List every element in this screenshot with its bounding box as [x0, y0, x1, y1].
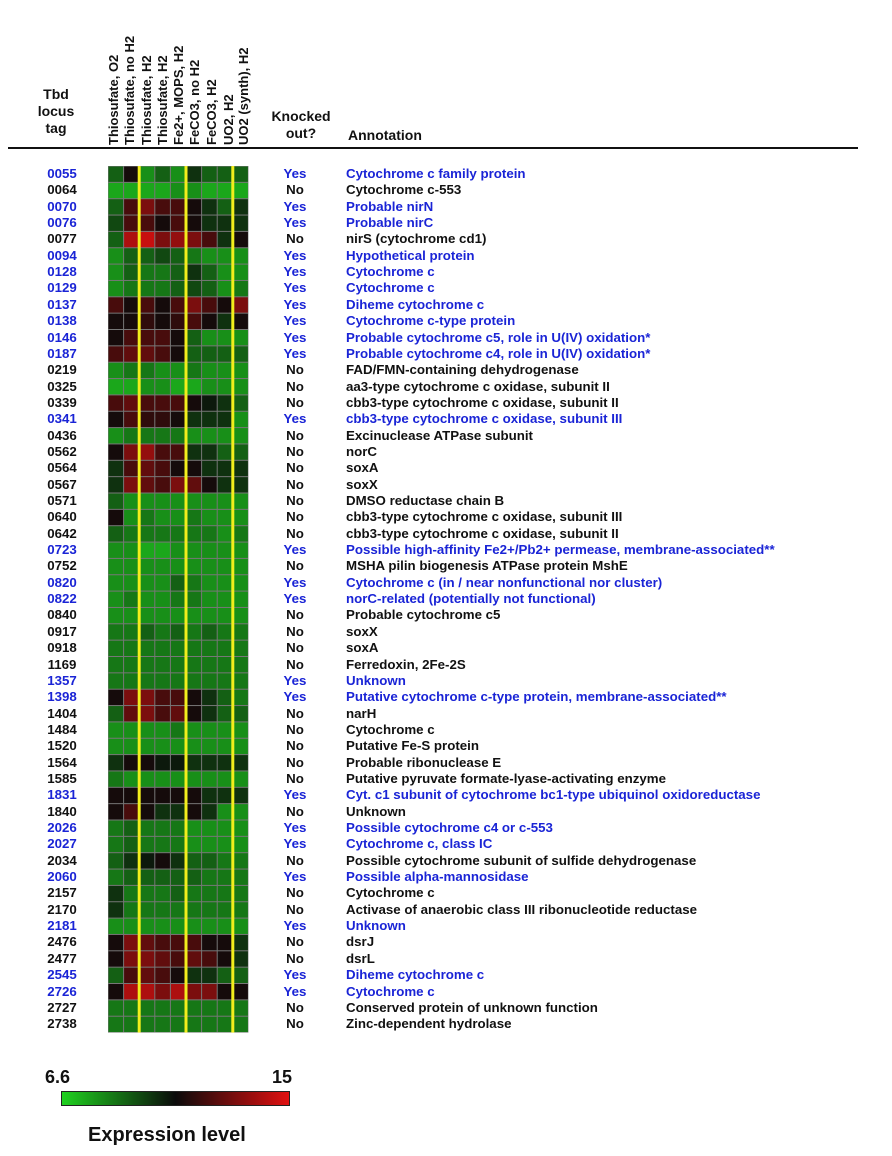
- locus-tag: 1831: [47, 787, 77, 803]
- knocked-out-value: No: [286, 885, 304, 901]
- knocked-out-value: Yes: [283, 215, 307, 231]
- locus-tag: 2170: [47, 901, 77, 917]
- locus-tag: 1840: [47, 803, 77, 819]
- locus-tag: 2476: [47, 934, 77, 950]
- gene-row: [0, 918, 892, 934]
- knocked-out-value: No: [286, 738, 304, 754]
- gene-row: [0, 755, 892, 771]
- locus-tag-header-line: Tbd: [43, 86, 69, 102]
- locus-tag: 0219: [47, 362, 77, 378]
- gene-row: [0, 706, 892, 722]
- colorbar-min-label: 6.6: [45, 1067, 71, 1087]
- annotation-text: Possible cytochrome subunit of sulfide dehydrogenase: [346, 852, 697, 868]
- gene-row: [0, 607, 892, 623]
- gene-row: [0, 428, 892, 444]
- annotation-text: Possible high-affinity Fe2+/Pb2+ permease, membrane-associated**: [346, 542, 775, 558]
- annotation-text: Cytochrome c, class IC: [346, 836, 493, 852]
- annotation-text: cbb3-type cytochrome c oxidase, subunit III: [346, 411, 623, 427]
- annotation-text: dsrL: [346, 950, 375, 966]
- knocked-out-value: Yes: [283, 264, 307, 280]
- condition-label-text: UO2 (synth), H2: [236, 47, 251, 145]
- gene-row: [0, 411, 892, 427]
- knocked-out-value: No: [286, 378, 304, 394]
- knocked-out-value: No: [286, 1016, 304, 1032]
- gene-row: [0, 526, 892, 542]
- gene-row: [0, 558, 892, 574]
- annotation-text: Probable nirN: [346, 198, 434, 214]
- annotation-text: Cyt. c1 subunit of cytochrome bc1-type ubiquinol oxidoreductase: [346, 787, 761, 803]
- locus-tag: 0094: [47, 247, 77, 263]
- annotation-text: Cytochrome c: [346, 885, 435, 901]
- gene-row: [0, 640, 892, 656]
- locus-tag: 0055: [47, 166, 77, 181]
- gene-row: [0, 591, 892, 607]
- annotation-text: Ferredoxin, 2Fe-2S: [346, 656, 466, 672]
- annotation-text: norC: [346, 443, 378, 459]
- gene-row: [0, 951, 892, 967]
- annotation-text: cbb3-type cytochrome c oxidase, subunit II: [346, 394, 619, 410]
- annotation-text: Unknown: [346, 918, 406, 934]
- locus-tag-header-line: locus: [37, 103, 75, 119]
- locus-tag: 2477: [47, 950, 77, 966]
- gene-row: [0, 248, 892, 264]
- locus-tag: 0567: [47, 476, 77, 492]
- gene-row: [0, 460, 892, 476]
- condition-label-text: Thiosufate, H2: [139, 55, 154, 145]
- gene-row: [0, 836, 892, 852]
- knocked-out-value: Yes: [283, 820, 307, 835]
- knocked-out-value: No: [286, 656, 304, 672]
- knocked-out-value: No: [286, 493, 304, 508]
- locus-tag: 2027: [47, 836, 77, 852]
- locus-tag: 1585: [47, 770, 77, 786]
- annotation-text: soxX: [346, 623, 378, 639]
- gene-row: [0, 967, 892, 983]
- gene-row: [0, 1000, 892, 1016]
- gene-row: [0, 395, 892, 411]
- locus-tag: 2726: [47, 983, 77, 999]
- knocked-out-value: Yes: [283, 591, 307, 607]
- gene-row: [0, 984, 892, 1000]
- knocked-out-value: No: [286, 182, 304, 198]
- gene-row: [0, 346, 892, 362]
- knocked-out-value: No: [286, 770, 304, 786]
- knocked-out-value: Yes: [283, 574, 307, 590]
- knocked-out-value: Yes: [283, 411, 307, 427]
- gene-row: [0, 771, 892, 787]
- annotation-text: Possible cytochrome c4 or c-553: [346, 820, 553, 835]
- annotation-text: Activase of anaerobic class III ribonucleotide reductase: [346, 901, 698, 917]
- knocked-out-value: No: [286, 803, 304, 819]
- knocked-out-value: No: [286, 934, 304, 950]
- condition-label-text: Thiosufate, O2: [106, 54, 121, 145]
- knocked-out-value: Yes: [283, 983, 307, 999]
- knocked-out-value: No: [286, 640, 304, 656]
- locus-tag: 0070: [47, 198, 77, 214]
- knocked-out-value: No: [286, 901, 304, 917]
- knocked-out-value: No: [286, 754, 304, 770]
- annotation-text: FAD/FMN-containing dehydrogenase: [346, 362, 579, 378]
- gene-row: [0, 330, 892, 346]
- annotation-text: Cytochrome c: [346, 721, 435, 737]
- knocked-out-value: No: [286, 705, 304, 721]
- colorbar: [61, 1091, 290, 1106]
- locus-tag-header-line: tag: [45, 120, 67, 136]
- locus-tag: 0436: [47, 427, 77, 443]
- annotation-text: Diheme cytochrome c: [346, 967, 485, 983]
- knocked-out-value: No: [286, 607, 304, 623]
- knocked-out-header-line: out?: [285, 125, 317, 141]
- annotation-text: Probable cytochrome c4, role in U(IV) oxidation*: [346, 345, 651, 361]
- locus-tag: 0820: [47, 574, 77, 590]
- condition-label-text: Fe2+, MOPS, H2: [171, 45, 186, 145]
- gene-row: [0, 722, 892, 738]
- knocked-out-value: Yes: [283, 689, 307, 705]
- locus-tag: 0064: [47, 182, 77, 198]
- locus-tag: 2545: [47, 967, 77, 983]
- locus-tag: 0187: [47, 345, 77, 361]
- gene-row: [0, 313, 892, 329]
- locus-tag: 0840: [47, 607, 77, 623]
- locus-tag: 0339: [47, 394, 77, 410]
- annotation-text: Cytochrome c: [346, 280, 435, 296]
- knocked-out-value: Yes: [283, 166, 307, 181]
- condition-label-text: FeCO3, no H2: [187, 59, 202, 145]
- locus-tag: 1169: [47, 656, 77, 672]
- annotation-text: DMSO reductase chain B: [346, 493, 505, 508]
- annotation-text: cbb3-type cytochrome c oxidase, subunit III: [346, 509, 623, 525]
- knocked-out-value: Yes: [283, 329, 307, 345]
- gene-row: [0, 902, 892, 918]
- gene-row: [0, 624, 892, 640]
- locus-tag: 1564: [47, 754, 77, 770]
- knocked-out-value: No: [286, 476, 304, 492]
- knocked-out-value: No: [286, 525, 304, 541]
- gene-row: [0, 362, 892, 378]
- knocked-out-value: Yes: [283, 918, 307, 934]
- gene-row: [0, 885, 892, 901]
- knocked-out-value: Yes: [283, 869, 307, 885]
- annotation-text: Possible alpha-mannosidase: [346, 869, 529, 885]
- annotation-text: Cytochrome c-type protein: [346, 313, 516, 329]
- annotation-text: Zinc-dependent hydrolase: [346, 1016, 512, 1032]
- gene-row: [0, 297, 892, 313]
- locus-tag: 0138: [47, 313, 77, 329]
- gene-row: [0, 542, 892, 558]
- condition-label-text: UO2, H2: [221, 94, 236, 145]
- annotation-text: narH: [346, 705, 377, 721]
- gene-row: [0, 673, 892, 689]
- locus-tag: 1357: [47, 672, 77, 688]
- locus-tag: 0129: [47, 280, 77, 296]
- gene-row: [0, 493, 892, 509]
- locus-tag: 0325: [47, 378, 77, 394]
- gene-row: [0, 738, 892, 754]
- annotation-text: Excinuclease ATPase subunit: [346, 427, 533, 443]
- colorbar-max-label: 15: [272, 1067, 293, 1087]
- locus-tag: 1404: [47, 705, 77, 721]
- locus-tag: 0918: [47, 640, 77, 656]
- annotation-text: Probable cytochrome c5, role in U(IV) oxidation*: [346, 329, 651, 345]
- knocked-out-value: Yes: [283, 280, 307, 296]
- locus-tag: 0562: [47, 443, 77, 459]
- annotation-text: cbb3-type cytochrome c oxidase, subunit II: [346, 525, 619, 541]
- knocked-out-value: No: [286, 623, 304, 639]
- annotation-text: nirS (cytochrome cd1): [346, 231, 487, 247]
- annotation-text: Cytochrome c family protein: [346, 166, 526, 181]
- annotation-text: soxA: [346, 460, 379, 476]
- annotation-text: Conserved protein of unknown function: [346, 999, 598, 1015]
- gene-row: [0, 820, 892, 836]
- gene-row: [0, 509, 892, 525]
- gene-row: [0, 689, 892, 705]
- annotation-text: norC-related (potentially not functional): [346, 591, 596, 607]
- locus-tag: 0723: [47, 542, 77, 558]
- annotation-text: Hypothetical protein: [346, 247, 475, 263]
- annotation-text: Diheme cytochrome c: [346, 296, 485, 312]
- gene-row: [0, 787, 892, 803]
- annotation-text: Cytochrome c: [346, 983, 435, 999]
- locus-tag: 1484: [47, 721, 77, 737]
- knocked-out-value: No: [286, 999, 304, 1015]
- condition-label-text: FeCO3, H2: [204, 79, 219, 145]
- locus-tag: 2738: [47, 1016, 77, 1032]
- gene-row: [0, 804, 892, 820]
- annotation-text: aa3-type cytochrome c oxidase, subunit II: [346, 378, 610, 394]
- locus-tag: 2026: [47, 820, 77, 835]
- locus-tag: 1398: [47, 689, 77, 705]
- locus-tag: 0571: [47, 493, 77, 508]
- colorbar-title: Expression level: [88, 1124, 246, 1146]
- knocked-out-value: No: [286, 231, 304, 247]
- knocked-out-value: No: [286, 394, 304, 410]
- annotation-text: Unknown: [346, 803, 406, 819]
- knocked-out-value: Yes: [283, 672, 307, 688]
- annotation-text: Cytochrome c-553: [346, 182, 462, 198]
- gene-row: [0, 1016, 892, 1032]
- condition-label-text: Thiosufate, no H2: [122, 35, 137, 145]
- annotation-text: Probable cytochrome c5: [346, 607, 501, 623]
- knocked-out-header-line: Knocked: [271, 108, 331, 124]
- gene-row: [0, 215, 892, 231]
- locus-tag: 2727: [47, 999, 77, 1015]
- knocked-out-value: No: [286, 460, 304, 476]
- annotation-text: Putative Fe-S protein: [346, 738, 479, 754]
- locus-tag: 0752: [47, 558, 77, 574]
- locus-tag: 0077: [47, 231, 77, 247]
- knocked-out-value: No: [286, 852, 304, 868]
- locus-tag: 0341: [47, 411, 77, 427]
- annotation-text: Unknown: [346, 672, 406, 688]
- locus-tag: 0146: [47, 329, 77, 345]
- gene-row: [0, 264, 892, 280]
- knocked-out-value: No: [286, 509, 304, 525]
- gene-row: [0, 853, 892, 869]
- knocked-out-value: Yes: [283, 247, 307, 263]
- annotation-text: Probable ribonuclease E: [346, 754, 502, 770]
- locus-tag: 0564: [47, 460, 77, 476]
- annotation-text: Cytochrome c: [346, 264, 435, 280]
- knocked-out-value: Yes: [283, 542, 307, 558]
- annotation-text: Probable nirC: [346, 215, 434, 231]
- knocked-out-value: No: [286, 558, 304, 574]
- gene-row: [0, 166, 892, 182]
- gene-row: [0, 182, 892, 198]
- knocked-out-value: No: [286, 427, 304, 443]
- condition-label-text: Thiosufate, H2: [155, 55, 170, 145]
- gene-row: [0, 575, 892, 591]
- knocked-out-value: Yes: [283, 345, 307, 361]
- knocked-out-value: Yes: [283, 836, 307, 852]
- annotation-text: Cytochrome c (in / near nonfunctional nor cluster): [346, 574, 663, 590]
- gene-row: [0, 657, 892, 673]
- gene-row: [0, 934, 892, 950]
- gene-row: [0, 477, 892, 493]
- annotation-text: Putative cytochrome c-type protein, membrane-associated**: [346, 689, 727, 705]
- locus-tag: 0640: [47, 509, 77, 525]
- gene-row: [0, 280, 892, 296]
- locus-tag: 2034: [47, 852, 77, 868]
- knocked-out-value: Yes: [283, 198, 307, 214]
- locus-tag: 2181: [47, 918, 77, 934]
- knocked-out-value: Yes: [283, 787, 307, 803]
- locus-tag: 2060: [47, 869, 77, 885]
- locus-tag: 2157: [47, 885, 77, 901]
- locus-tag: 0076: [47, 215, 77, 231]
- locus-tag: 0822: [47, 591, 77, 607]
- annotation-header: Annotation: [348, 127, 422, 143]
- locus-tag: 0137: [47, 296, 77, 312]
- locus-tag: 0128: [47, 264, 77, 280]
- gene-row: [0, 379, 892, 395]
- knocked-out-value: No: [286, 443, 304, 459]
- knocked-out-value: Yes: [283, 313, 307, 329]
- annotation-text: MSHA pilin biogenesis ATPase protein MshE: [346, 558, 628, 574]
- locus-tag: 1520: [47, 738, 77, 754]
- gene-row: [0, 199, 892, 215]
- knocked-out-value: Yes: [283, 296, 307, 312]
- locus-tag: 0917: [47, 623, 77, 639]
- annotation-text: Putative pyruvate formate-lyase-activating enzyme: [346, 770, 666, 786]
- gene-row: [0, 231, 892, 247]
- knocked-out-value: No: [286, 362, 304, 378]
- annotation-text: soxX: [346, 476, 378, 492]
- knocked-out-value: No: [286, 950, 304, 966]
- knocked-out-value: No: [286, 721, 304, 737]
- gene-row: [0, 444, 892, 460]
- knocked-out-value: Yes: [283, 967, 307, 983]
- annotation-text: soxA: [346, 640, 379, 656]
- annotation-text: dsrJ: [346, 934, 375, 950]
- locus-tag: 0642: [47, 525, 77, 541]
- gene-row: [0, 869, 892, 885]
